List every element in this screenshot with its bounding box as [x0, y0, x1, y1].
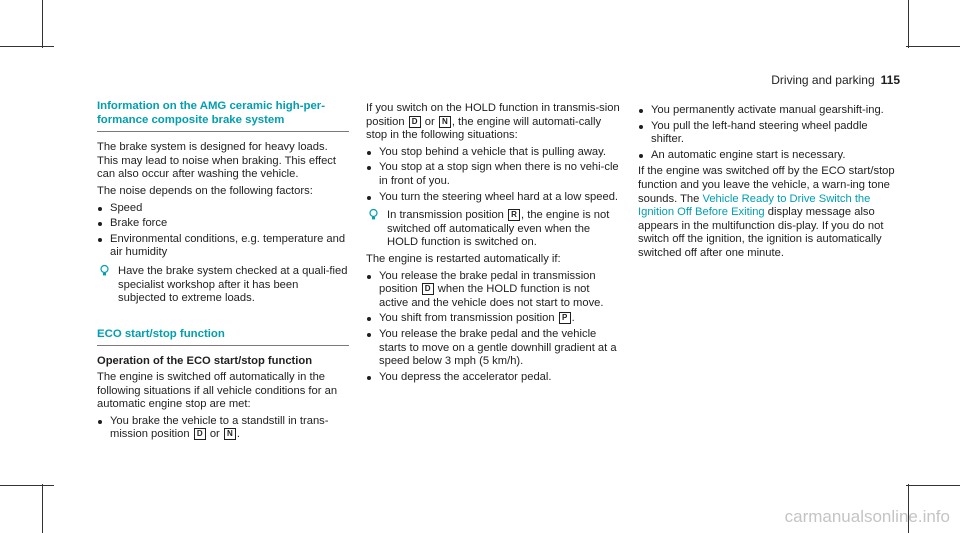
bullet-list: [366, 270, 621, 385]
crop-mark: [0, 485, 54, 486]
section-heading-eco: ECO start/stop function: [97, 328, 349, 347]
list-item: You release the brake pedal in transmission position D when the HOLD function is not active and the vehicle does not start to move.: [366, 270, 621, 311]
crop-mark: [42, 484, 43, 533]
list-item: An automatic engine start is necessary.: [638, 149, 898, 163]
list-item: You stop at a stop sign when there is no vehi-cle in front of you.: [366, 161, 621, 188]
bullet-list: [97, 415, 349, 442]
gear-p-key-icon: P: [559, 312, 571, 324]
paragraph: The engine is restarted automatically if:: [366, 252, 561, 265]
list-item: You stop behind a vehicle that is pulling away.: [366, 146, 621, 160]
column-right: [638, 102, 898, 264]
crop-mark: [42, 0, 43, 48]
gear-d-key-icon: D: [422, 283, 434, 295]
paragraph: If the engine was switched off by the ECO start/stop function and you leave the vehicle, a warn-ing tone sounds. The Vehicle Ready to Drive Switch the Ignition Off Before Exiting display message also appears in the multifunction dis-play. If you do not switch off the ignition, the ignition is automatically switched off after one minute.: [638, 165, 895, 259]
paragraph: The noise depends on the following factors:: [97, 184, 313, 197]
list-item: You release the brake pedal and the vehicle starts to move on a gentle downhill gradient at a speed below 3 mph (5 km/h).: [366, 328, 621, 369]
subheading: Operation of the ECO start/stop function: [97, 355, 313, 368]
gear-d-key-icon: D: [194, 428, 206, 440]
info-note-icon: [98, 264, 111, 277]
paragraph: The brake system is designed for heavy loads. This may lead to noise when braking. This effect can also occur after washing the vehicle.: [97, 141, 337, 181]
note: [97, 265, 349, 306]
gear-d-key-icon: D: [409, 116, 421, 128]
factor-list: [97, 202, 349, 260]
list-item: You shift from transmission position P .: [366, 312, 621, 326]
crop-mark: [906, 46, 960, 47]
watermark: carmanualsonline.info: [784, 507, 950, 526]
list-item: Environmental conditions, e.g. temperature and air humidity: [97, 233, 349, 260]
list-item: You depress the accelerator pedal.: [366, 371, 621, 385]
crop-mark: [0, 46, 54, 47]
list-item: Brake force: [97, 217, 349, 231]
bullet-list: [638, 104, 898, 162]
list-item: You turn the steering wheel hard at a low speed.: [366, 191, 621, 205]
bullet-list: [366, 146, 621, 204]
gear-n-key-icon: N: [439, 116, 451, 128]
section-title: Driving and parking: [771, 73, 875, 87]
note: In transmission position R , the engine is not switched off automatically even when the HOLD function is switched on.: [366, 209, 621, 250]
page-number: 115: [880, 73, 900, 87]
note-text: Have the brake system checked at a quali-fied specialist workshop after it has been subjected to extreme loads.: [118, 264, 348, 305]
paragraph: The engine is switched off automatically in the following situations if all vehicle conditions for an automatic engine stop are met:: [97, 370, 338, 411]
list-item: You pull the left-hand steering wheel paddle shifter.: [638, 120, 898, 147]
gear-r-key-icon: R: [508, 209, 520, 221]
page-header: [771, 73, 900, 87]
list-item: You brake the vehicle to a standstill in trans-mission position D or N .: [97, 415, 349, 442]
list-item: Speed: [97, 202, 349, 216]
info-note-icon: [367, 208, 380, 221]
section-heading-brake: Information on the AMG ceramic high-per-formance composite brake system: [97, 100, 349, 132]
column-middle: [366, 102, 621, 387]
list-item: You permanently activate manual gearshift-ing.: [638, 104, 898, 118]
column-left: [97, 100, 349, 445]
paragraph: If you switch on the HOLD function in transmis-sion position D or N , the engine will automati-cally stop in the following situations:: [366, 102, 620, 142]
display-message-text: Vehicle Ready to Drive Switch the Ignition Off Before Exiting: [638, 192, 871, 219]
crop-mark: [908, 0, 909, 48]
gear-n-key-icon: N: [224, 428, 236, 440]
crop-mark: [906, 485, 960, 486]
